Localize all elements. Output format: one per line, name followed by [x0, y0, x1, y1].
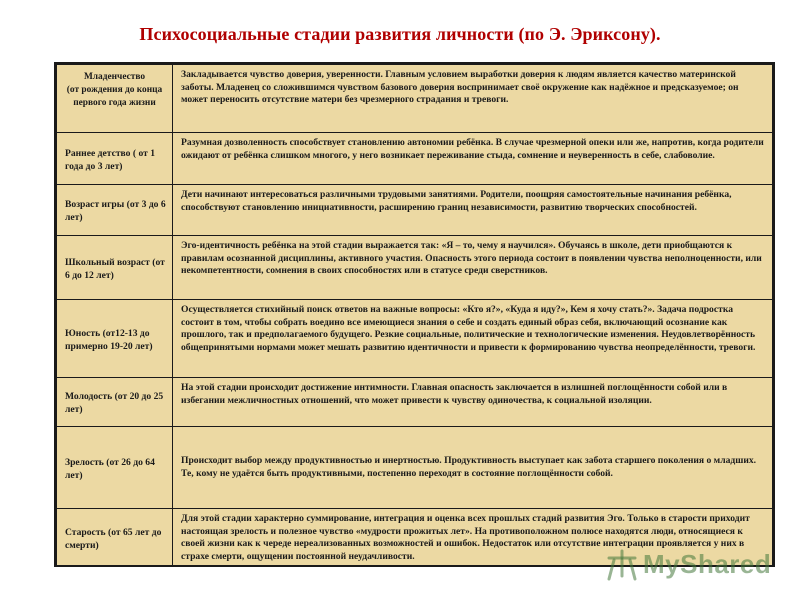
- stage-name-cell: [57, 236, 173, 300]
- stage-description-cell: [173, 378, 773, 427]
- stage-description: Разумная дозволенность способствует становлению автономии ребёнка. В случае чрезмерной опеки или же, напротив, когда родители ожидают от ребёнка слишком многого, у него возникает переживание стыда, сомнение и неуверенность в себе, слабоволие.: [181, 137, 764, 161]
- stage-name-cell: [57, 185, 173, 236]
- stage-description: Закладывается чувство доверия, уверенности. Главным условием выработки доверия к людям является качество материнской заботы. Младенец со сложившимся чувством базового доверия воспринимает своё окружение как надёжное и предсказуемое; он может переносить отсутствие матери без чрезмерного страдания и тревоги.: [181, 69, 739, 106]
- stage-name: Младенчество (от рождения до конца первого года жизни: [66, 72, 163, 108]
- stage-name: Старость (от 65 лет до смерти): [65, 527, 162, 551]
- stage-description-cell: [173, 300, 773, 378]
- stage-name-cell: [57, 509, 173, 567]
- table-row: [57, 300, 773, 378]
- stage-name: Школьный возраст (от 6 до 12 лет): [65, 256, 165, 281]
- stages-table-container: [54, 62, 775, 567]
- stage-description: На этой стадии происходит достижение интимности. Главная опасность заключается в излишней поглощённости собой или в избегании межличностных отношений, что может привести к чувству одиночества, к социальной изоляции.: [181, 382, 728, 406]
- stage-description-cell: [173, 185, 773, 236]
- table-row: [57, 427, 773, 509]
- stage-description-cell: [173, 65, 773, 133]
- table-row: [57, 185, 773, 236]
- stage-name: Молодость (от 20 до 25 лет): [65, 391, 164, 415]
- stage-description: Эго-идентичность ребёнка на этой стадии выражается так: «Я – то, чему я научился». Обучаясь в школе, дети приобщаются к правилам осознанной дисциплины, активного участия. Опасность этого периода состоит в появлении чувства неполноценности, или некомпетентности, сомнения в своих способностях или в статусе среди сверстников.: [181, 240, 762, 277]
- stage-name: Возраст игры (от 3 до 6 лет): [65, 199, 166, 223]
- stage-description: Для этой стадии характерно суммирование, интеграция и оценка всех прошлых стадий развития Эго. Только в старости приходит настоящая зрелость и полезное чувство «мудрости прожитых лет». На противоположном полюсе находятся люди, относящиеся к своей жизни как к череде нереализованных возможностей и ошибок. Недостаток или отсутствие интеграции проявляется у них в страхе смерти, ощущении постоянной неудачливости.: [181, 513, 750, 562]
- stage-description-cell: [173, 236, 773, 300]
- stage-name-cell: [57, 65, 173, 133]
- presentation-board-icon: [605, 548, 639, 582]
- stages-table: [56, 64, 773, 567]
- watermark-logo: [605, 546, 775, 584]
- stage-name-cell: [57, 133, 173, 185]
- table-row: [57, 378, 773, 427]
- stage-name-cell: [57, 427, 173, 509]
- stage-description-cell: [173, 427, 773, 509]
- stage-name: Раннее детство ( от 1 года до 3 лет): [65, 147, 156, 172]
- stage-name: Зрелость (от 26 до 64 лет): [65, 456, 155, 481]
- table-row: [57, 65, 773, 133]
- table-row: [57, 133, 773, 185]
- stage-description: Происходит выбор между продуктивностью и инертностью. Продуктивность выступает как забота старшего поколения о младших. Те, кому не удаётся быть продуктивными, постепенно переходят в состояние поглощённости собой.: [181, 455, 757, 479]
- watermark-text: MyShared: [643, 549, 772, 579]
- stage-name-cell: [57, 378, 173, 427]
- stage-name: Юность (от12-13 до примерно 19-20 лет): [65, 327, 153, 352]
- stage-description: Дети начинают интересоваться различными трудовыми занятиями. Родители, поощряя самостоятельные начинания ребёнка, способствуют становлению инициативности, расширению границ независимости, развитию творческих способностей.: [181, 189, 732, 213]
- table-row: [57, 236, 773, 300]
- stage-description: Осуществляется стихийный поиск ответов на важные вопросы: «Кто я?», «Куда я иду?», Кем я хочу стать?». Задача подростка состоит в том, чтобы собрать воедино все имеющиеся знания о себе и создать единый образ себя, включающий осознание как прошлого, так и предполагаемого будущего. Резкие социальные, политические и технологические изменения. Неудовлетворённость общепринятыми нормами может мешать развитию идентичности и привести к формированию чувства неопределённости, тревоги.: [181, 304, 756, 353]
- page-title: Психосоциальные стадии развития личности (по Э. Эриксону).: [139, 24, 661, 44]
- stage-description-cell: [173, 133, 773, 185]
- stage-name-cell: [57, 300, 173, 378]
